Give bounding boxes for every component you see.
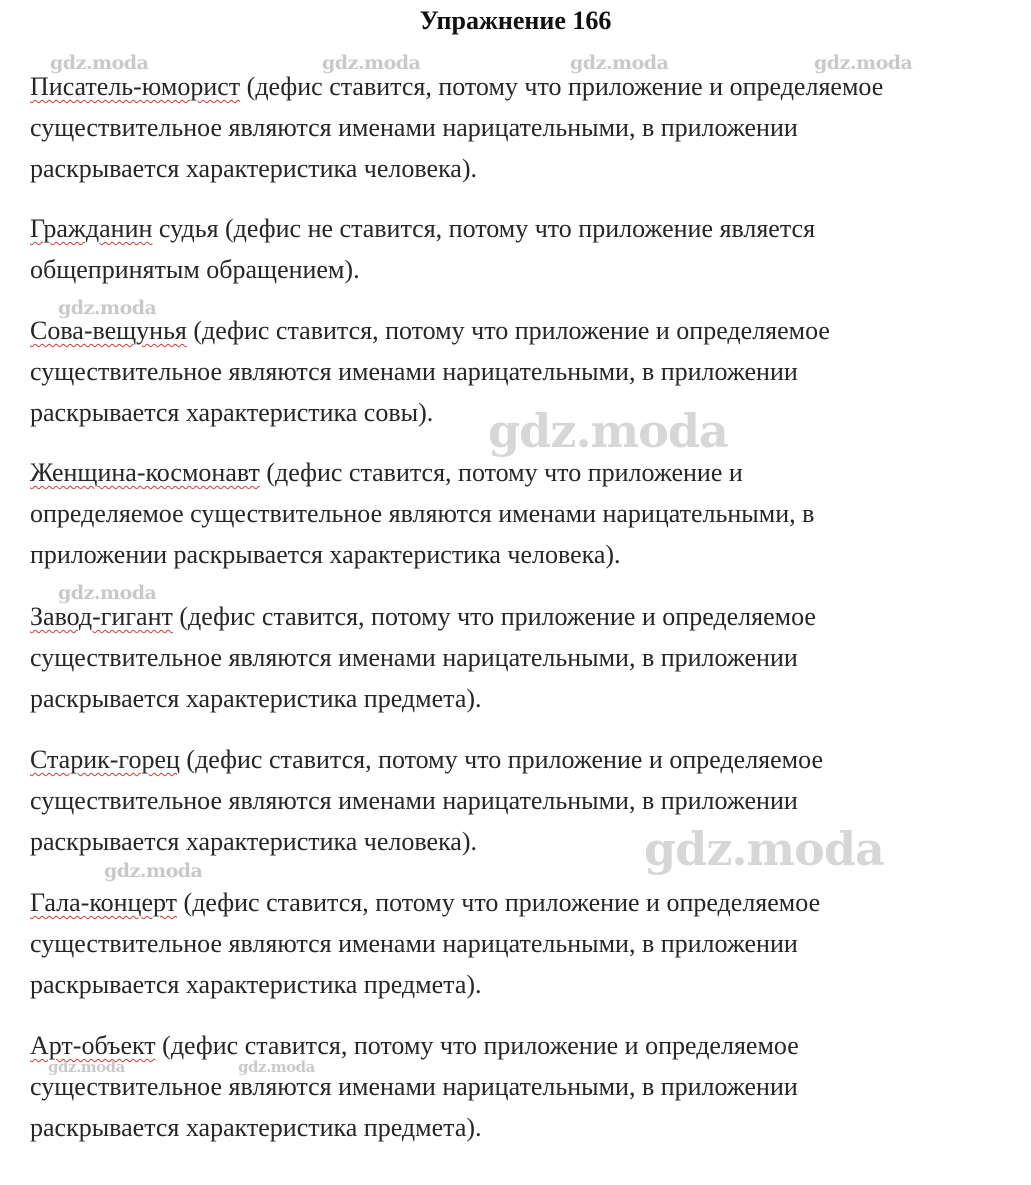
paragraph-3	[30, 310, 1020, 433]
watermark: gdz.moda	[570, 52, 669, 74]
paragraph-8-line-2: существительное являются именами нарицательными, в приложении	[30, 1072, 798, 1101]
paragraph-6	[30, 739, 1020, 862]
paragraph-1-line-3: раскрывается характеристика человека).	[30, 154, 478, 183]
paragraph-3-line-2: существительное являются именами нарицательными, в приложении	[30, 357, 798, 386]
watermark: gdz.moda	[58, 297, 157, 319]
paragraph-3-line-1: (дефис ставится, потому что приложение и определяемое	[186, 316, 830, 345]
term-1: Писатель-юморист	[30, 72, 241, 101]
paragraph-2	[30, 208, 1020, 290]
term-3: Сова-вещунья	[30, 316, 187, 345]
watermark: gdz.moda	[644, 822, 884, 876]
term-7: Гала-концерт	[30, 888, 178, 917]
paragraph-3-line-3: раскрывается характеристика совы).	[30, 398, 434, 427]
paragraph-8-line-3: раскрывается характеристика предмета).	[30, 1113, 482, 1142]
paragraph-7	[30, 882, 1020, 1005]
paragraph-4-line-2: определяемое существительное являются именами нарицательными, в	[30, 499, 815, 528]
paragraph-4-line-1: (дефис ставится, потому что приложение и	[259, 458, 743, 487]
term-6: Старик-горец	[30, 745, 180, 774]
paragraph-5-line-1: (дефис ставится, потому что приложение и определяемое	[172, 602, 816, 631]
paragraph-4	[30, 452, 1020, 575]
watermark: gdz.moda	[58, 582, 157, 604]
paragraph-5-line-3: раскрывается характеристика предмета).	[30, 684, 482, 713]
paragraph-6-line-2: существительное являются именами нарицательными, в приложении	[30, 786, 798, 815]
term-8: Арт-объект	[30, 1031, 156, 1060]
watermark: gdz.moda	[104, 860, 203, 882]
term-2: Гражданин	[30, 214, 153, 243]
paragraph-7-line-3: раскрывается характеристика предмета).	[30, 970, 482, 999]
watermark: gdz.moda	[814, 52, 913, 74]
paragraph-6-line-3: раскрывается характеристика человека).	[30, 827, 478, 856]
paragraph-8-line-1: (дефис ставится, потому что приложение и определяемое	[155, 1031, 799, 1060]
paragraph-8	[30, 1025, 1020, 1148]
term-5: Завод-гигант	[30, 602, 173, 631]
watermark: gdz.moda	[238, 1058, 315, 1076]
paragraph-1-line-2: существительное являются именами нарицательными, в приложении	[30, 113, 798, 142]
watermark: gdz.moda	[50, 52, 149, 74]
paragraph-5	[30, 596, 1020, 719]
paragraph-2-line-1: судья (дефис не ставится, потому что приложение является	[152, 214, 816, 243]
paragraph-2-line-2: общепринятым обращением).	[30, 255, 360, 284]
watermark: gdz.moda	[322, 52, 421, 74]
watermark: gdz.moda	[48, 1058, 125, 1076]
term-4: Женщина-космонавт	[30, 458, 260, 487]
paragraph-7-line-2: существительное являются именами нарицательными, в приложении	[30, 929, 798, 958]
paragraph-7-line-1: (дефис ставится, потому что приложение и определяемое	[177, 888, 821, 917]
paragraph-6-line-1: (дефис ставится, потому что приложение и определяемое	[179, 745, 823, 774]
paragraph-4-line-3: приложении раскрывается характеристика человека).	[30, 540, 621, 569]
paragraph-1	[30, 66, 1020, 189]
paragraph-5-line-2: существительное являются именами нарицательными, в приложении	[30, 643, 798, 672]
watermark: gdz.moda	[488, 404, 728, 458]
paragraph-1-line-1: (дефис ставится, потому что приложение и определяемое	[240, 72, 884, 101]
page-title: Упражнение 166	[419, 6, 612, 35]
